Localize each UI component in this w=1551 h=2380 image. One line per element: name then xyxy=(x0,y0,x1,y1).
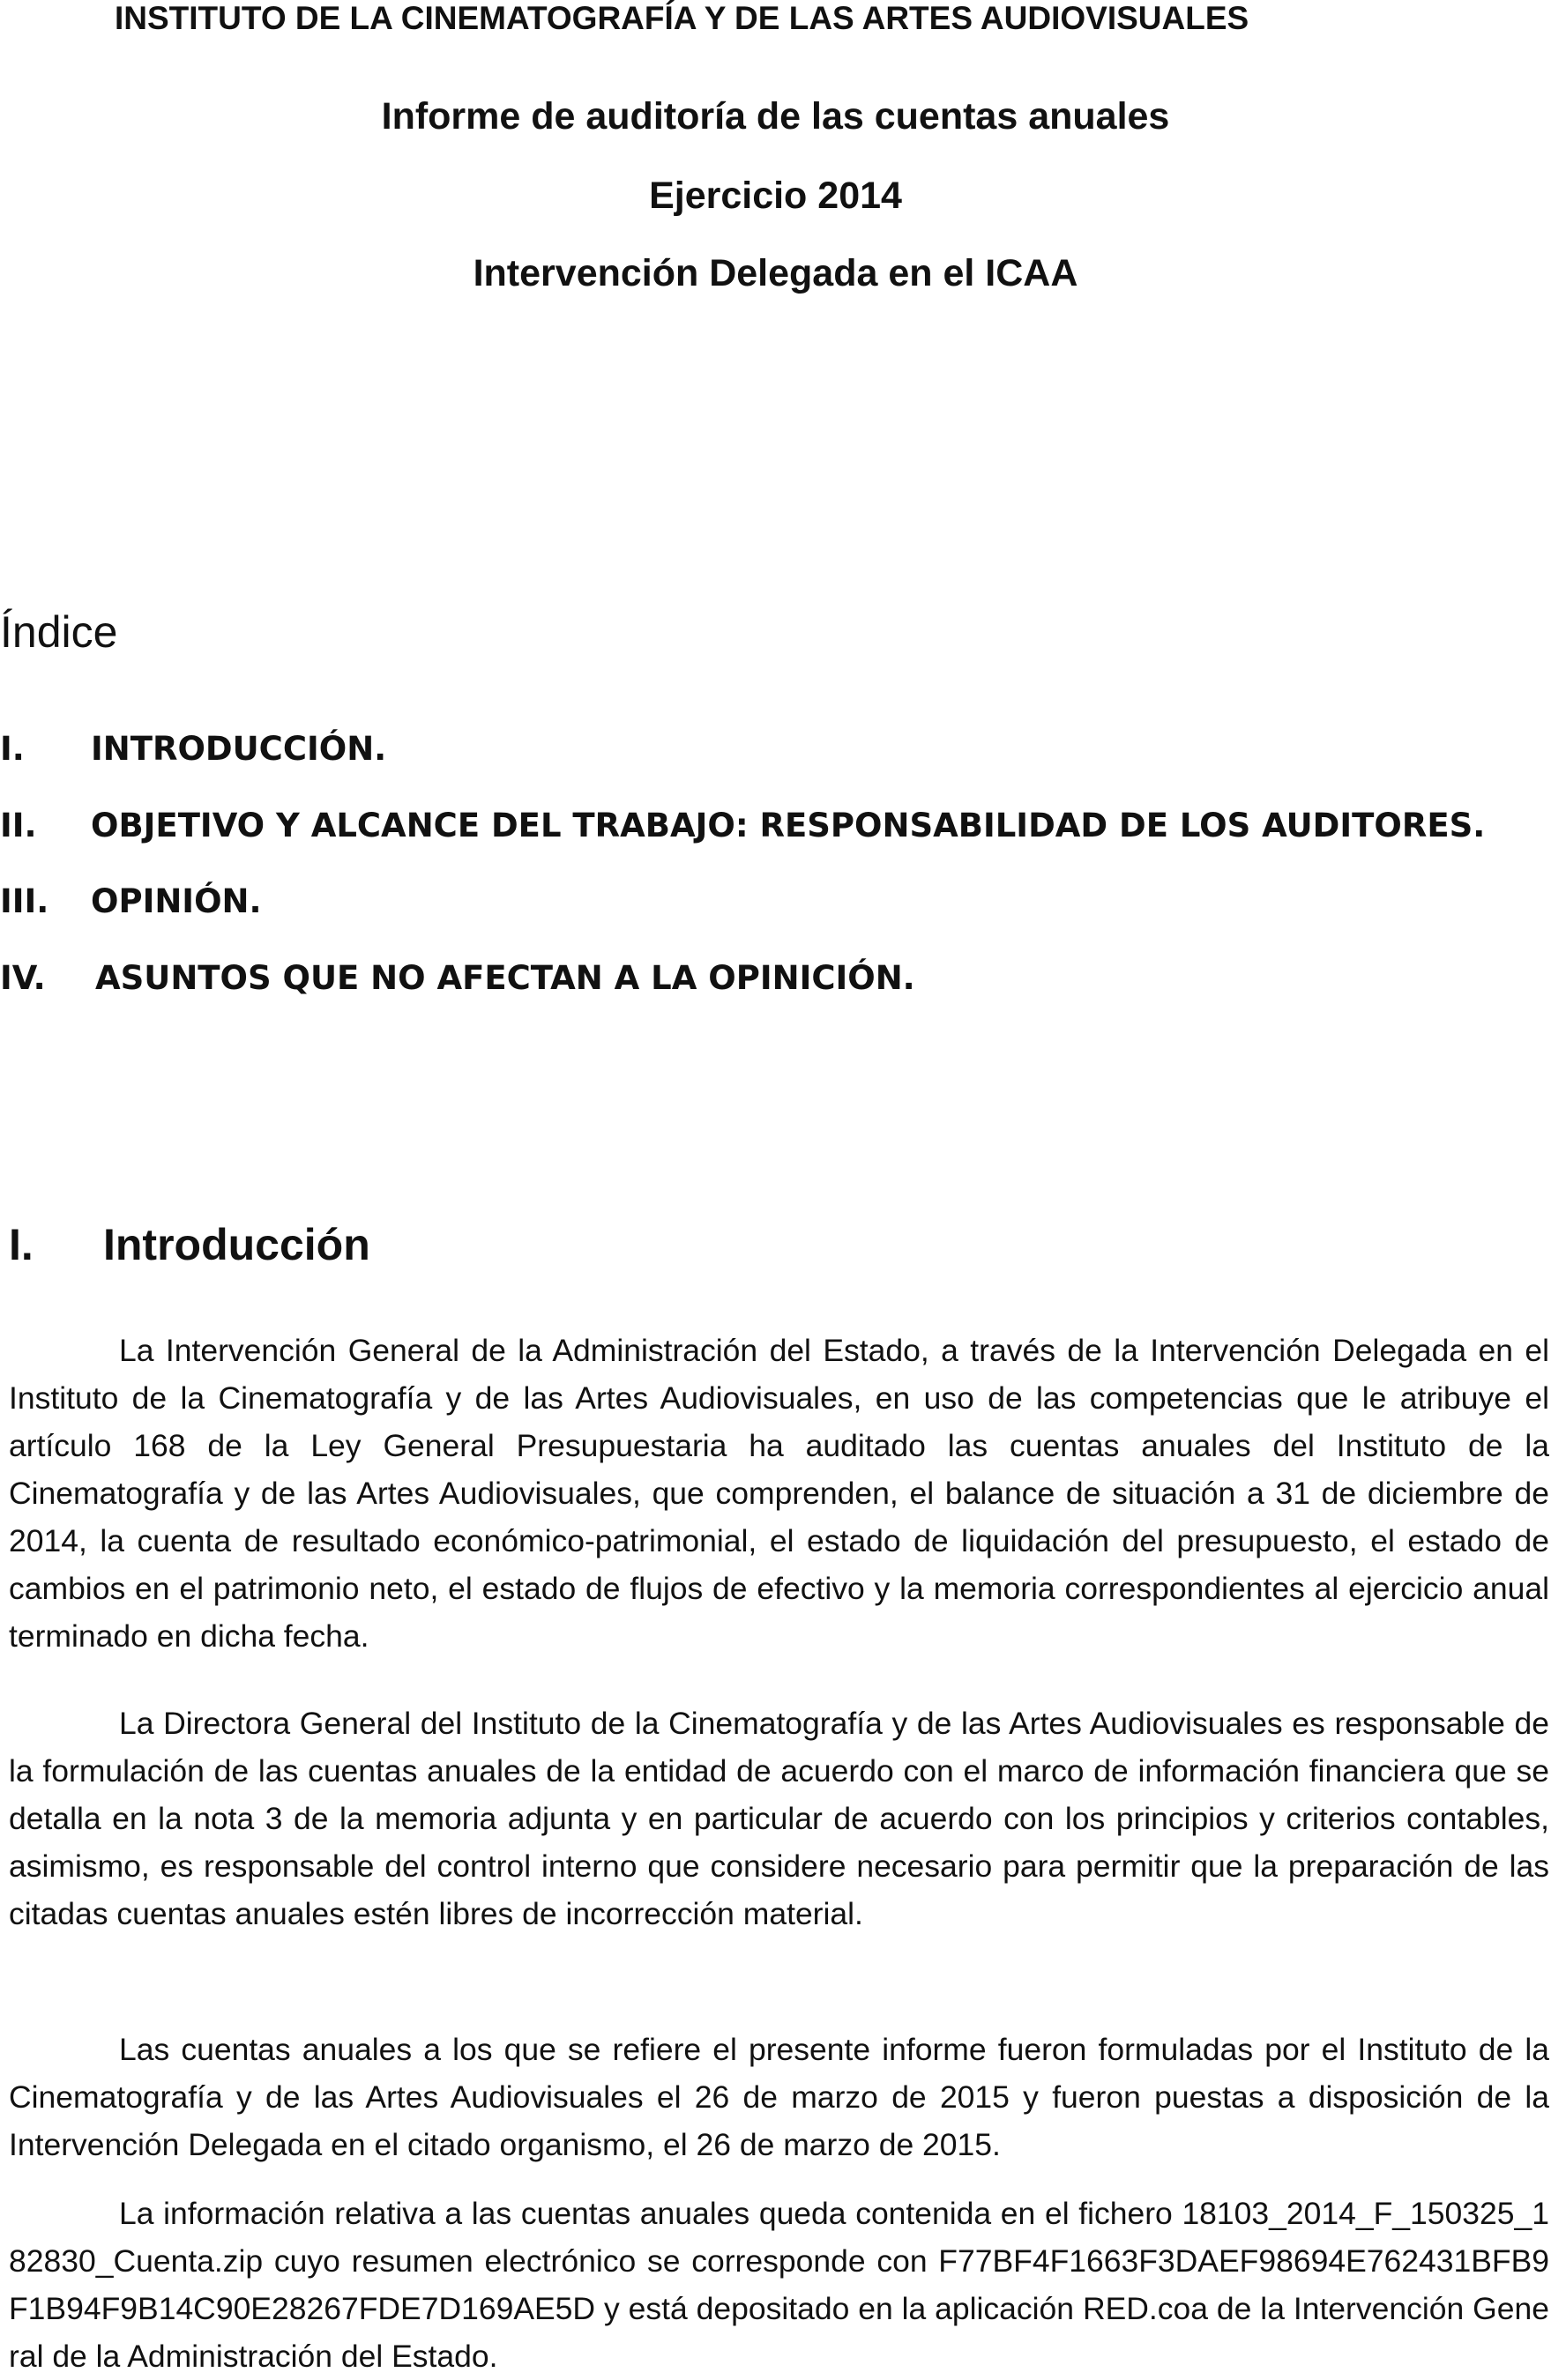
report-issuer: Intervención Delegada en el ICAA xyxy=(473,252,1078,294)
paragraph: La Intervención General de la Administración del Estado, a través de la Intervención Delegada en el Instituto de la Cinematografía y de las Artes Audiovisuales, en uso de las competencias que le atribuye el artículo 168 de la Ley General Presupuestaria ha auditado las cuentas anuales del Instituto de la Cinematografía y de las Artes Audiovisuales, que comprenden, el balance de situación a 31 de diciembre de 2014, la cuenta de resultado económico-patrimonial, el estado de liquidación del presupuesto, el estado de cambios en el patrimonio neto, el estado de flujos de efectivo y la memoria correspondientes al ejercicio anual terminado en dicha fecha. xyxy=(9,1333,1549,1654)
toc-item-number: IV. xyxy=(0,959,46,997)
report-year: Ejercicio 2014 xyxy=(649,175,902,217)
section-number: I. xyxy=(9,1220,34,1269)
report-title: Informe de auditoría de las cuentas anuales xyxy=(381,95,1170,138)
index-heading: Índice xyxy=(0,607,118,657)
toc-item-number: III. xyxy=(0,882,49,920)
toc-item-label: ASUNTOS QUE NO AFECTAN A LA OPINICIÓN. xyxy=(95,959,915,997)
paragraph: Las cuentas anuales a los que se refiere el presente informe fueron formuladas por el Instituto de la Cinematografía y de las Artes Audiovisuales el 26 de marzo de 2015 y fueron puestas a disposición de la Intervención Delegada en el citado organismo, el 26 de marzo de 2015. xyxy=(9,2032,1549,2162)
paragraph: La Directora General del Instituto de la Cinematografía y de las Artes Audiovisuales es responsable de la formulación de las cuentas anuales de la entidad de acuerdo con el marco de información financiera que se detalla en la nota 3 de la memoria adjunta y en particular de acuerdo con los principios y criterios contables, asimismo, es responsable del control interno que considere necesario para permitir que la preparación de las citadas cuentas anuales estén libres de incorrección material. xyxy=(9,1706,1549,1931)
institute-header: INSTITUTO DE LA CINEMATOGRAFÍA Y DE LAS ARTES AUDIOVISUALES xyxy=(115,0,1249,36)
toc-item-number: II. xyxy=(0,807,37,844)
toc-item-label: INTRODUCCIÓN. xyxy=(91,730,387,768)
toc-item-label: OBJETIVO Y ALCANCE DEL TRABAJO: RESPONSABILIDAD DE LOS AUDITORES. xyxy=(91,807,1486,844)
section-title: Introducción xyxy=(103,1220,370,1269)
toc-item-label: OPINIÓN. xyxy=(91,882,262,920)
toc-item-number: I. xyxy=(0,730,25,768)
paragraph: La información relativa a las cuentas anuales queda contenida en el fichero 18103_2014_F_150325_182830_Cuenta.zip cuyo resumen electrónico se corresponde con F77BF4F1663F3DAEF98694E762431BFB9F1B94F9B14C90E28267FDE7D169AE5D y está depositado en la aplicación RED.coa de la Intervención General de la Administración del Estado. xyxy=(9,2196,1549,2374)
